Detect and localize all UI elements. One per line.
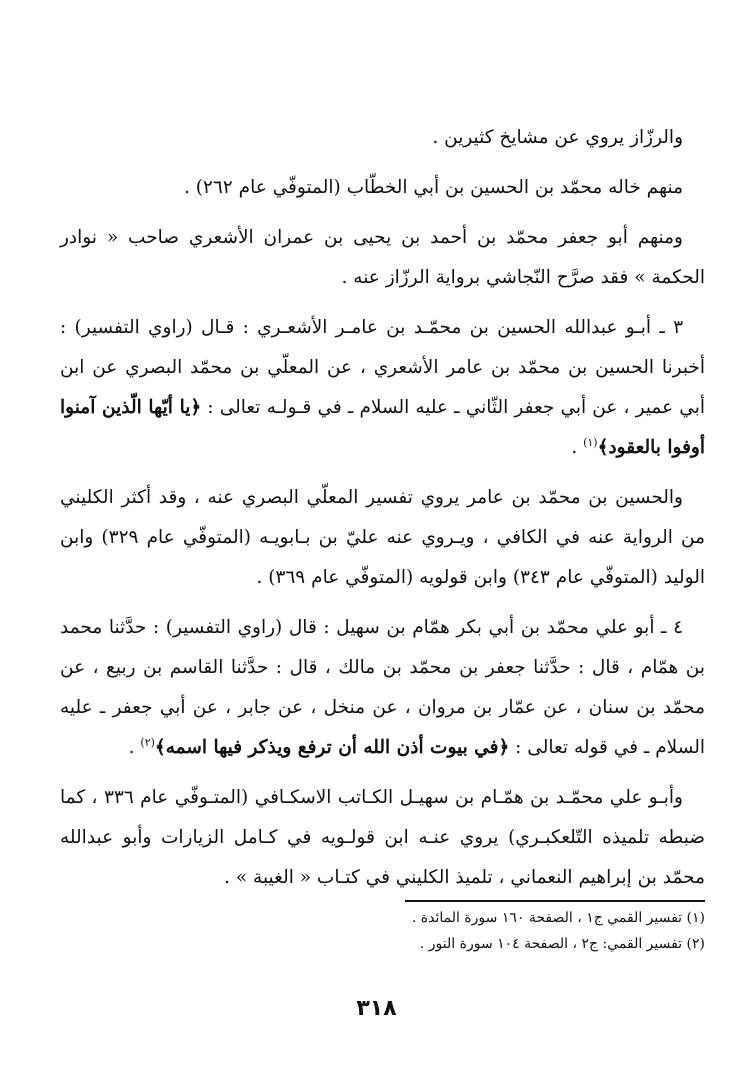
- footnote: (١) تفسير القمي ج١ ، الصفحة ١٦٠ سورة المائدة .: [411, 910, 705, 926]
- paragraph-text: وأبـو علي محمّـد بن همّـام بن سهيـل الكـاتب الاسكـافي (المتـوفّي عام ٣٣٦ ، كما ضبطه تلميذه التّلعكبـري) يروي عنـه ابن قولـويه في كـامل الزيارات وأبو عبدالله محمّد بن إبراهيم النعماني ، تلميذ الكليني في كتـاب « الغيبة » .: [60, 787, 705, 888]
- paragraph-text: .: [128, 737, 141, 758]
- quran-verse: ﴿في بيوت أذن الله أن ترفع ويذكر فيها اسمه﴾: [154, 737, 510, 758]
- page-number: ٣١٨: [356, 996, 397, 1021]
- paragraph-text: ٣ ـ أبـو عبدالله الحسين بن محمّـد بن عامـر الأشعـري : قـال (راوي التفسير) : أخبرنا الحسين بن محمّد بن عامر الأشعري ، عن المعلّي بن محمّد البصري عن ابن أبي عمير ، عن أبي جعفر الثّاني ـ عليه السلام ـ في قـولـه تعالى :: [60, 317, 705, 418]
- paragraph: [60, 608, 705, 768]
- paragraph: [60, 478, 705, 598]
- paragraph-text: والرزّاز يروي عن مشايخ كثيرين .: [432, 127, 683, 148]
- paragraph-text: منهم خاله محمّد بن الحسين بن أبي الخطّاب (المتوفّي عام ٢٦٢) .: [183, 177, 683, 198]
- paragraph-text: ٤ ـ أبو علي محمّد بن أبي بكر همّام بن سهيل : قال (راوي التفسير) : حدَّثنا محمد بن همّام ، قال : حدَّثنا جعفر بن محمّد بن مالك ، قال : حدَّثنا القاسم بن ربيع ، عن محمّد بن سنان ، عن عمّار بن مروان ، عن منخل ، عن جابر ، عن أبي جعفر ـ عليه السلام ـ في قوله تعالى :: [60, 617, 705, 758]
- paragraph: [60, 308, 705, 468]
- quran-verse: ﴿يا أيّها الّذين آمنوا أوفوا بالعقود﴾: [60, 397, 705, 458]
- footnotes: [60, 905, 705, 957]
- paragraph: [60, 778, 705, 898]
- body-text: [60, 118, 705, 908]
- footnote-ref: (٢): [140, 735, 155, 749]
- paragraph-text: ومنهم أبو جعفر محمّد بن أحمد بن يحيى بن عمران الأشعري صاحب « نوادر الحكمة » فقد صرَّح النّجاشي برواية الرزّاز عنه .: [60, 227, 705, 288]
- paragraph: [60, 168, 705, 208]
- footnote-ref: (١): [583, 435, 598, 449]
- paragraph: [60, 118, 705, 158]
- footnote: (٢) تفسير القمي: ج٢ ، الصفحة ١٠٤ سورة النور .: [419, 936, 705, 952]
- footnote-divider: [405, 900, 705, 902]
- paragraph-text: .: [571, 437, 584, 458]
- paragraph: [60, 218, 705, 298]
- paragraph-text: والحسين بن محمّد بن عامر يروي تفسير المعلّي البصري عنه ، وقد أكثر الكليني من الرواية عنه في الكافي ، ويـروي عنه عليّ بن بـابويـه (المتوفّي عام ٣٢٩) وابن الوليد (المتوفّي عام ٣٤٣) وابن قولويه (المتوفّي عام ٣٦٩) .: [60, 487, 705, 588]
